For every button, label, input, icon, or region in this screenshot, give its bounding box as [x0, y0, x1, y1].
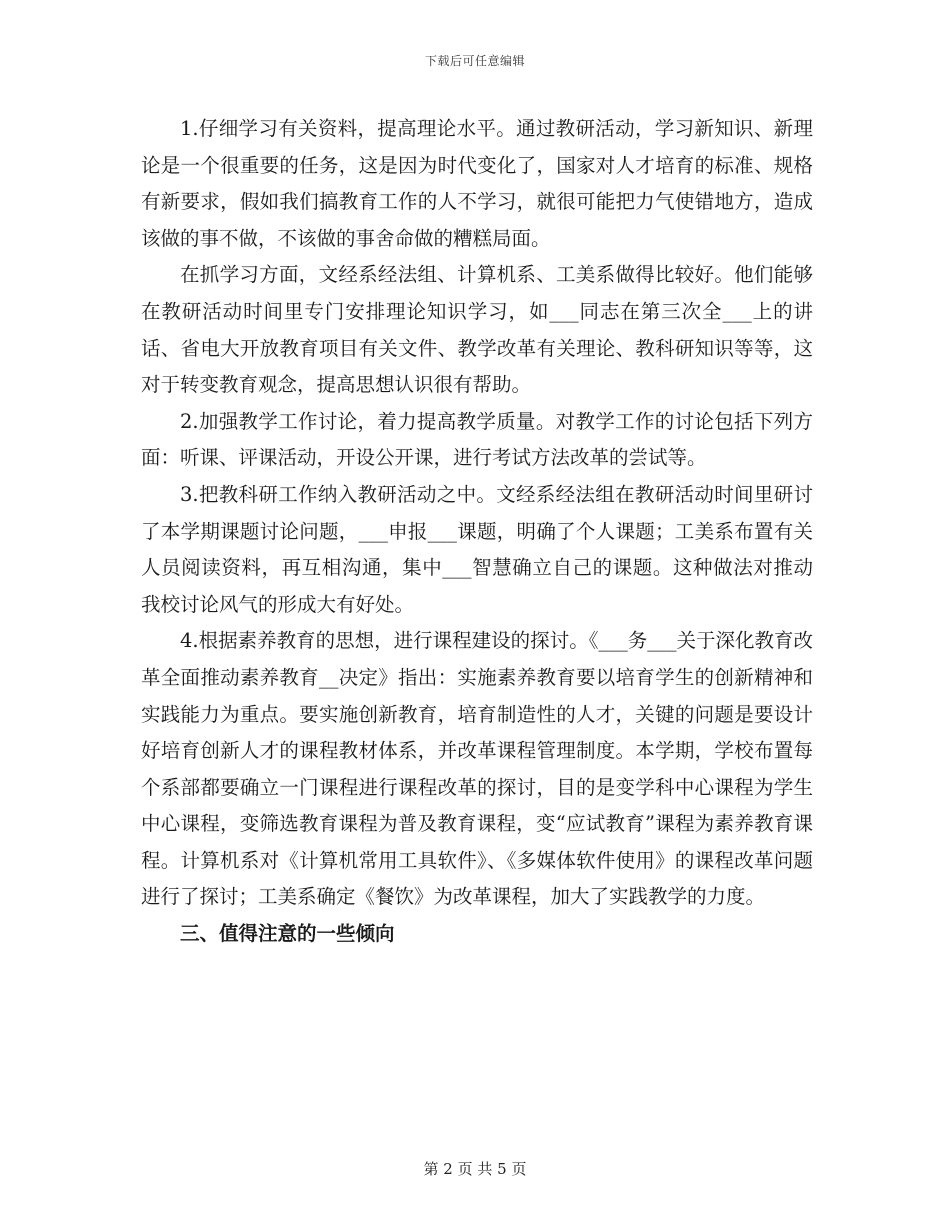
page-number: 第 2 页 共 5 页 [423, 1160, 527, 1178]
paragraph-study-practice: 在抓学习方面，文经系经法组、计算机系、工美系做得比较好。他们能够在教研活动时间里专门安排理论知识学习，如___同志在第三次全___上的讲话、省电大开放教育项目有关文件、教学改革有关理论、教科研知识等等，这对于转变教育观念，提高思想认识很有帮助。 [141, 263, 813, 397]
paragraph-teaching-discussion: 2.加强教学工作讨论，着力提高教学质量。对教学工作的讨论包括下列方面：听课、评课活动，开设公开课，进行考试方法改革的尝试等。 [141, 409, 813, 470]
document-body [141, 111, 813, 953]
paragraph-study-materials: 1.仔细学习有关资料，提高理论水平。通过教研活动，学习新知识、新理论是一个很重要的任务，这是因为时代变化了，国家对人才培育的标准、规格有新要求，假如我们搞教育工作的人不学习，就很可能把力气使错地方，造成该做的事不做，不该做的事舍命做的糟糕局面。 [141, 117, 813, 250]
paragraph-curriculum-reform: 4.根据素养教育的思想，进行课程建设的探讨。《___务___关于深化教育改革全面推动素养教育__决定》指出：实施素养教育要以培育学生的创新精神和实践能力为重点。要实施创新教育，培育制造性的人才，关键的问题是要设计好培育创新人才的课程教材体系，并改革课程管理制度。本学期，学校布置每个系部都要确立一门课程进行课程改革的探讨，目的是变学科中心课程为学生中心课程，变筛选教育课程为普及教育课程，变“应试教育”课程为素养教育课程。计算机系对《计算机常用工具软件》、《多媒体软件使用》的课程改革问题进行了探讨；工美系确定《餐饮》为改革课程，加大了实践教学的力度。 [141, 629, 813, 909]
section-heading: 三、值得注意的一些倾向 [180, 922, 395, 946]
page-header: 下载后可任意编辑 [424, 54, 525, 68]
paragraph-research-work: 3.把教科研工作纳入教研活动之中。文经系经法组在教研活动时间里研讨了本学期课题讨论问题，___申报___课题，明确了个人课题；工美系布置有关人员阅读资料，再互相沟通，集中___智慧确立自己的课题。这种做法对推动我校讨论风气的形成大有好处。 [141, 482, 813, 616]
